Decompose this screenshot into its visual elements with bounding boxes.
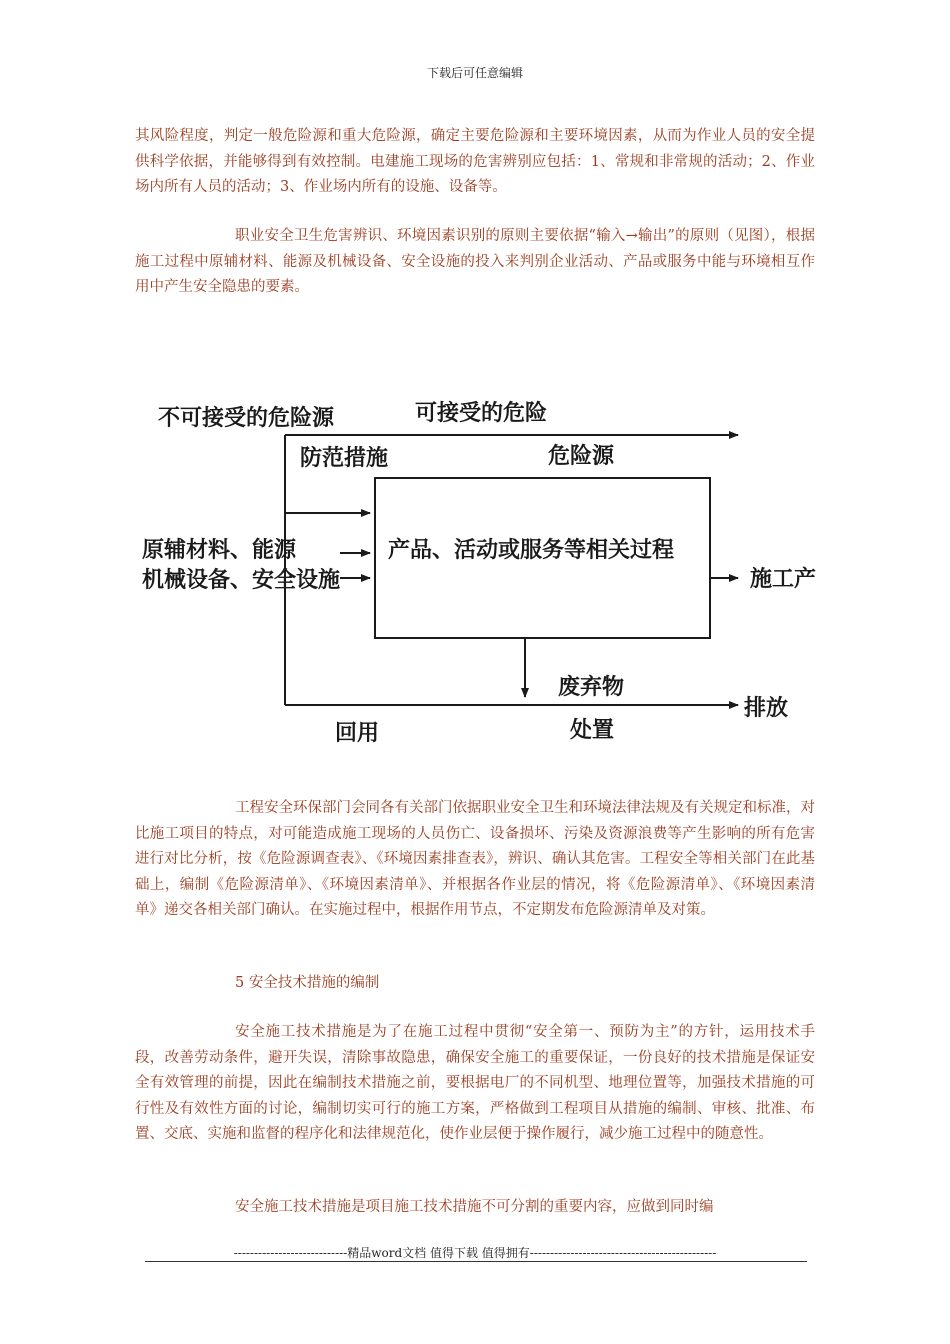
paragraph-input-output-principle: 职业安全卫生危害辨识、环境因素识别的原则主要依据“输入→输出”的原则（见图），根据施工过程中原辅材料、能源及机械设备、安全设施的投入来判别企业活动、产品或服务中能与环境相互作用中产生安全隐患的要素。 [135,228,815,295]
label-process-box: 产品、活动或服务等相关过程 [388,538,675,563]
label-preventive-measures: 防范措施 [300,446,389,471]
label-hazard-source: 危险源 [548,444,615,469]
page-footer: ----------------------------精品word文档 值得下载 值得拥有---------------------------------------------- [233,1246,717,1260]
label-inputs-line2: 机械设备、安全设施 [142,568,341,593]
page-header: 下载后可任意编辑 [426,66,523,80]
label-discharge: 排放 [744,696,789,721]
footer-divider [145,1261,807,1262]
input-output-diagram [130,385,830,765]
paragraph-risk-assessment: 其风险程度，判定一般危险源和重大危险源，确定主要危险源和主要环境因素，从而为作业人员的安全提供科学依据，并能够得到有效控制。电建施工现场的危害辨别应包括：1、常规和非常规的活动；2、作业场内所有人员的活动；3、作业场内所有的设施、设备等。 [135,128,815,195]
label-acceptable-hazard: 可接受的危险 [415,401,548,426]
paragraph-hazard-identification: 工程安全环保部门会同各有关部门依据职业安全卫生和环境法律法规及有关规定和标准，对比施工项目的特点，对可能造成施工现场的人员伤亡、设备损坏、污染及资源浪费等产生影响的所有危害进行对比分析，按《危险源调查表》、《环境因素排查表》，辨识、确认其危害。工程安全等相关部门在此基础上，编制《危险源清单》、《环境因素清单》、并根据各作业层的情况，将《危险源清单》、《环境因素清单》递交各相关部门确认。在实施过程中，根据作用节点，不定期发布危险源清单及对策。 [135,800,815,918]
label-unacceptable-hazard: 不可接受的危险源 [158,406,335,431]
paragraph-safety-measures-continued: 安全施工技术措施是项目施工技术措施不可分割的重要内容，应做到同时编 [235,1199,714,1215]
label-construction-output: 施工产 [750,567,817,592]
section-heading: 5 安全技术措施的编制 [235,975,380,991]
label-reuse: 回用 [335,721,380,746]
paragraph-safety-measures: 安全施工技术措施是为了在施工过程中贯彻“安全第一、预防为主”的方针，运用技术手段，改善劳动条件，避开失误，清除事故隐患，确保安全施工的重要保证，一份良好的技术措施是保证安全有效管理的前提，因此在编制技术措施之前，要根据电厂的不同机型、地理位置等，加强技术措施的可行性及有效性方面的讨论，编制切实可行的施工方案，严格做到工程项目从措施的编制、审核、批准、布置、交底、实施和监督的程序化和法律规范化，使作业层便于操作履行，减少施工过程中的随意性。 [135,1024,815,1142]
label-inputs-line1: 原辅材料、能源 [142,538,297,563]
label-waste: 废弃物 [558,675,625,700]
label-disposal: 处置 [570,718,615,743]
